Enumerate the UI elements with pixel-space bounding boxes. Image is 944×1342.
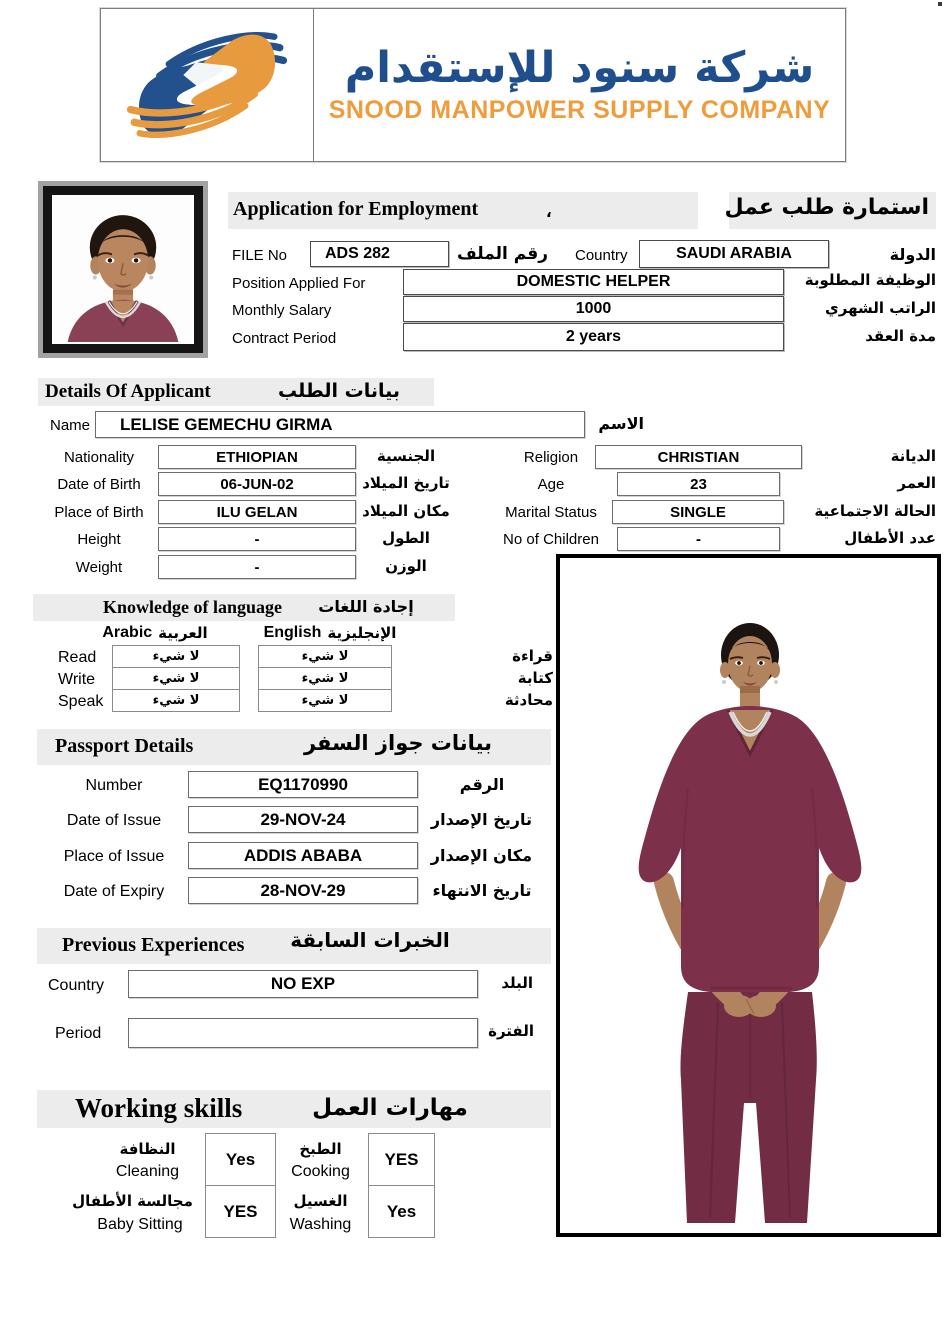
issue-place-value: ADDIS ABABA [243,845,363,865]
write-label-arabic: كتابة [517,669,553,687]
exp-country-label: Country [48,977,105,994]
cooking-field [368,1133,435,1186]
passport-number-label: Number [85,777,143,794]
dob-value: 06-JUN-02 [220,475,294,493]
contract-field [403,323,784,351]
marital-status-value: SINGLE [670,503,726,521]
issue-place-label: Place of Issue [63,848,165,865]
details-heading-english: Details Of Applicant [45,381,211,402]
religion-label-arabic: الديانة [890,447,936,465]
babysitting-label-arabic: مجالسة الأطفال [72,1192,193,1210]
language-heading-english: Knowledge of language [103,597,283,617]
speak-arabic-field [112,689,240,712]
religion-field [595,445,802,469]
pob-label-arabic: مكان الميلاد [362,502,450,520]
country-label-arabic: الدولة [889,245,936,264]
height-label-arabic: الطول [382,529,430,547]
salary-label-arabic: الراتب الشهري [825,299,936,317]
applicant-portrait-photo [54,197,192,342]
nationality-label: Nationality [63,449,135,466]
language-col-arabic-header [80,624,230,642]
position-label-arabic: الوظيفة المطلوبة [804,271,936,289]
write-arabic-value: لا شيء [152,671,200,686]
cooking-label: Cooking [291,1163,350,1180]
speak-english-field [258,689,392,712]
applicant-full-body-photo-frame [556,554,941,1237]
exp-country-value: NO EXP [270,974,336,993]
marital-status-label-arabic: الحالة الاجتماعية [814,502,936,520]
contract-value: 2 years [565,328,622,345]
pob-field [158,500,356,524]
babysitting-value: YES [223,1201,258,1221]
name-value: LELISE GEMECHU GIRMA [120,414,333,434]
salary-field [403,296,784,322]
passport-number-label-arabic: الرقم [459,775,505,794]
marital-status-field [612,500,784,524]
cleaning-field [205,1133,276,1186]
age-label-arabic: العمر [897,474,936,492]
weight-value: - [254,558,260,576]
skills-heading-english: Working skills [75,1093,243,1123]
form-title-arabic: استمارة طلب عمل [724,195,929,220]
experience-heading-english: Previous Experiences [62,934,245,956]
read-english-field [258,645,392,668]
file-no-field [310,241,449,267]
salary-value: 1000 [575,300,612,317]
exp-period-label: Period [55,1025,102,1042]
snood-logo-icon [116,24,298,146]
language-col-english-header [250,624,410,642]
issue-date-label: Date of Issue [66,812,162,829]
cleaning-value: Yes [225,1149,256,1169]
passport-number-field [188,771,418,798]
read-label-arabic: قراءة [512,647,553,665]
babysitting-label: Baby Sitting [97,1216,183,1233]
read-label: Read [58,649,97,666]
height-value: - [254,530,260,548]
cooking-value: YES [384,1149,419,1169]
details-heading-arabic: بيانات الطلب [277,380,401,402]
age-label: Age [537,476,565,493]
weight-label-arabic: الوزن [385,557,427,575]
position-value: DOMESTIC HELPER [516,273,671,290]
speak-label-arabic: محادثة [504,691,553,709]
washing-value: Yes [386,1201,417,1221]
position-label: Position Applied For [232,275,366,292]
religion-label: Religion [523,449,579,466]
children-label: No of Children [503,531,599,548]
read-english-value: لا شيء [301,649,349,664]
passport-heading-arabic: بيانات جواز السفر [303,731,493,755]
expiry-date-label-arabic: تاريخ الانتهاء [432,881,532,900]
religion-value: CHRISTIAN [657,448,740,466]
cleaning-label-arabic: النظافة [119,1140,176,1158]
issue-place-label-arabic: مكان الإصدار [430,846,532,865]
dob-field [158,472,356,496]
read-arabic-field [112,645,240,668]
pob-label: Place of Birth [54,504,144,521]
speak-english-value: لا شيء [301,693,349,708]
children-label-arabic: عدد الأطفال [844,529,936,547]
speak-label: Speak [58,693,104,710]
salary-label: Monthly Salary [232,302,332,319]
issue-place-field [188,842,418,869]
read-arabic-value: لا شيء [152,649,200,664]
expiry-date-label: Date of Expiry [63,883,165,900]
issue-date-label-arabic: تاريخ الإصدار [430,810,532,829]
expiry-date-value: 28-NOV-29 [260,880,346,900]
write-label: Write [58,671,96,688]
nationality-value: ETHIOPIAN [216,448,298,466]
children-value: - [696,530,701,548]
write-english-field [258,667,392,690]
language-col-arabic-en: Arabic [102,624,153,641]
age-value: 23 [690,475,707,493]
cooking-label-arabic: الطبخ [299,1140,342,1158]
file-no-label: FILE No [232,247,288,264]
language-col-arabic-ar: العربية [158,624,208,642]
exp-period-label-arabic: الفترة [488,1022,534,1040]
dob-label-arabic: تاريخ الميلاد [362,474,450,492]
country-field [639,240,829,268]
washing-field [368,1185,435,1238]
name-field [95,411,585,438]
issue-date-value: 29-NOV-24 [260,809,346,829]
language-heading-arabic: إجادة اللغات [318,597,414,616]
marital-status-label: Marital Status [505,504,597,521]
cleaning-label: Cleaning [115,1163,180,1180]
title-comma-mark: ، [546,203,552,221]
height-label: Height [77,531,121,548]
country-value: SAUDI ARABIA [676,245,792,262]
scan-artifact-dot [938,2,942,6]
exp-country-label-arabic: البلد [501,974,533,992]
company-name-arabic: شركة سنود للإستقدام [344,42,815,93]
nationality-field [158,445,356,469]
form-title-english: Application for Employment [233,198,479,220]
write-arabic-field [112,667,240,690]
contract-label: Contract Period [232,330,337,347]
contract-label-arabic: مدة العقد [865,327,936,345]
pob-value: ILU GELAN [216,503,298,521]
issue-date-field [188,806,418,833]
company-name-english: SNOOD MANPOWER SUPPLY COMPANY [328,96,831,125]
dob-label: Date of Birth [57,476,141,493]
exp-country-field [128,970,478,998]
babysitting-field [205,1185,276,1238]
language-col-english-ar: الإنجليزية [327,624,397,642]
weight-label: Weight [75,559,123,576]
letterhead [100,8,846,162]
exp-period-field [128,1018,478,1048]
file-no-value: ADS 282 [325,245,390,262]
applicant-full-body-photo [560,558,937,1233]
applicant-portrait-photo-frame [38,181,208,358]
nationality-label-arabic: الجنسية [376,447,436,465]
height-field [158,527,356,551]
company-name-cell [314,9,845,161]
position-field [403,269,784,295]
logo-cell [101,9,314,161]
passport-heading-english: Passport Details [55,735,194,757]
passport-number-value: EQ1170990 [258,774,348,794]
file-no-label-arabic: رقم الملف [457,244,548,264]
skills-heading-arabic: مهارات العمل [312,1095,468,1121]
experience-heading-arabic: الخبرات السابقة [290,928,450,952]
washing-label-arabic: الغسيل [293,1192,348,1210]
age-field [617,472,780,496]
weight-field [158,555,356,579]
name-label-arabic: الاسم [598,414,644,433]
country-label: Country [575,247,628,264]
language-col-english-en: English [263,624,322,641]
washing-label: Washing [289,1216,352,1233]
children-field [617,527,780,551]
write-english-value: لا شيء [301,671,349,686]
speak-arabic-value: لا شيء [152,693,200,708]
name-label: Name [50,417,91,434]
expiry-date-field [188,877,418,904]
